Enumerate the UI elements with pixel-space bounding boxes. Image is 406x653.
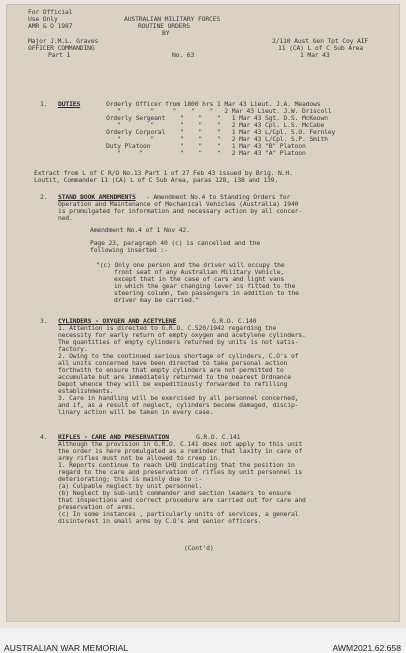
header-center-3: BY — [162, 29, 170, 37]
section-4-line: army rifles must not be allowed to creep in. — [58, 454, 221, 462]
header-center-2: ROUTINE ORDERS — [138, 22, 190, 30]
section-3-line: 3. Care in handling will be exercised by all personnel concerned, — [58, 394, 299, 402]
extract-line-1: Extract from L of C R/O No.13 Part 1 of 27 Feb 43 issued by Brig. N.H. — [34, 169, 293, 177]
header-left-3: Part 1 — [48, 51, 71, 59]
section-4-line: Although the provision in G.R.O. C.141 does not apply to this unit — [58, 440, 303, 448]
quoted-line: driver may be carried." — [114, 296, 200, 304]
section-2-number: 2. — [40, 193, 48, 201]
section-2-text-4: ned. — [58, 214, 73, 222]
extract-line-2: Loutit, Commander 11 (CA) L of C Sub Area, paras 128, 138 and 139. — [34, 176, 279, 184]
section-3-line: The quantities of empty cylinders returned by units is not satis- — [58, 338, 299, 346]
order-number: No. 63 — [172, 51, 195, 59]
section-4-number: 4. — [40, 433, 48, 441]
header-left-1: Major J.M.L. Graves — [28, 37, 99, 45]
duty-row: Duty Platoon " " " 1 Mar 43 "B" Platoon — [106, 142, 306, 150]
section-4-heading: RIFLES - CARE AND PRESERVATION — [58, 433, 169, 441]
section-4-line: (a) Culpable neglect by unit personnel. — [58, 482, 203, 490]
section-4-line: the order is here promulgated as a reminder that laxity in care of — [58, 447, 303, 455]
section-4-line: (c) In some instances , particularly units of services, a general — [58, 510, 299, 518]
header-center-1: AUSTRALIAN MILITARY FORCES — [124, 15, 221, 23]
section-4-line: regard to the care and preservation of rifles by unit personnel is — [58, 468, 303, 476]
section-3-line: accumulate but are immediately returned to the nearest Ordnance — [58, 373, 291, 381]
section-3-line: necessity for early return of empty oxygen and acetylene cylinders. — [58, 331, 306, 339]
document-page — [6, 4, 400, 622]
header-right-1: 2/110 Aust Gen Tpt Coy AIF — [272, 37, 369, 45]
duty-row: " " " " " 2 Mar 43 Lieut. J.W. Driscoll — [106, 107, 332, 115]
section-4-line: preservation of arms. — [58, 503, 136, 511]
continued-note: (Cont'd) — [184, 544, 214, 552]
quoted-line: except that in the case of cars and light vans — [114, 275, 285, 283]
section-1-heading: DUTIES — [58, 100, 81, 108]
section-4-line: 1. Reports continue to reach LHQ indicating that the position in — [58, 461, 295, 469]
header-left-2: OFFICER COMMANDING — [28, 44, 95, 52]
header-right-2: 11 (CA) L of C Sub Area — [278, 44, 364, 52]
classification-line-3: AMR & O 1987 — [28, 22, 73, 30]
section-3-line: linary action will be taken in every case. — [58, 408, 214, 416]
section-3-heading: CYLINDERS - OXYGEN AND ACETYLENE — [58, 317, 177, 325]
header-right-3: 1 Mar 43 — [300, 51, 330, 59]
section-3-line: 2. Owing to the continued serious shortage of cylinders, C.O's of — [58, 352, 299, 360]
quoted-line: in which the gear changing lever is fitted to the — [114, 282, 296, 290]
section-3-line: forthwith to ensure that empty cylinders are not permitted to — [58, 366, 284, 374]
duty-row: " " " " " 2 Mar 43 L/Cpl. S.P. Smith — [106, 135, 328, 143]
archive-reference: AWM2021.62.658 — [332, 643, 401, 653]
section-3-line: establishments. — [58, 387, 114, 395]
page-reference-2: following inserted :- — [90, 246, 168, 254]
section-4-line: deteriorating; this is mainly due to :- — [58, 475, 203, 483]
classification-line-2: Use Only — [28, 15, 58, 23]
duty-row: " " " " " 2 Mar 43 "A" Platoon — [106, 149, 306, 157]
section-2-text-1: - Amendment No.4 to Standing Orders for — [146, 193, 291, 201]
section-3-reference: G.R.O. C.140 — [212, 317, 257, 325]
section-4-line: (b) Neglect by sub-unit commander and section leaders to ensure — [58, 489, 291, 497]
quoted-line: steering column, two passengers in addition to the — [114, 289, 299, 297]
section-2-text-3: is promulgated for information and necessary action by all concer- — [58, 207, 303, 215]
section-4-line: that inspections and correct procedure are carried out for care and — [58, 496, 306, 504]
section-2-heading: STAND BOOK AMENDMENTS — [58, 193, 136, 201]
duty-row: Orderly Sergeant " " " 1 Mar 43 Sgt. D.S. McKeown — [106, 114, 328, 122]
quoted-line: "(c) Only one person and the driver will occupy the — [96, 261, 285, 269]
archive-name: AUSTRALIAN WAR MEMORIAL — [4, 643, 129, 653]
section-3-line: all units concerned have been directed to take personal action — [58, 359, 288, 367]
section-3-line: 1. Attention is directed to G.R.O. C.520/1942 regarding the — [58, 324, 277, 332]
amendment-title: Amendment No.4 of 1 Nov 42. — [90, 226, 190, 234]
section-3-line: and if, as a result of neglect, cylinders become damaged, discip- — [58, 401, 299, 409]
section-3-number: 3. — [40, 317, 48, 325]
duty-row: Orderly Officer from 1800 hrs 1 Mar 43 Lieut. J.A. Meadows — [106, 100, 321, 108]
duty-row: " " " " " 2 Mar 43 Cpl. L.S. McCabe — [106, 121, 325, 129]
page-reference-1: Page 23, paragraph 40 (c) is cancelled and the — [90, 239, 261, 247]
section-2-text-2: Operation and Maintenance of Mechanical Vehicles (Australia) 1940 — [58, 200, 299, 208]
duty-row: Orderly Corporal " " " 1 Mar 43 L/Cpl. S.O. Fernley — [106, 128, 336, 136]
section-3-line: Depot whence they will be expeditiously forwarded to refilling — [58, 380, 288, 388]
section-1-number: 1. — [40, 100, 48, 108]
classification-line-1: For Official — [28, 8, 73, 16]
section-4-reference: G.R.O. C.141 — [196, 433, 241, 441]
section-3-line: factory. — [58, 345, 88, 353]
quoted-line: front seat of any Australian Military Vehicle, — [114, 268, 285, 276]
section-4-line: disinterest in small arms by C.O's and senior officers. — [58, 517, 262, 525]
